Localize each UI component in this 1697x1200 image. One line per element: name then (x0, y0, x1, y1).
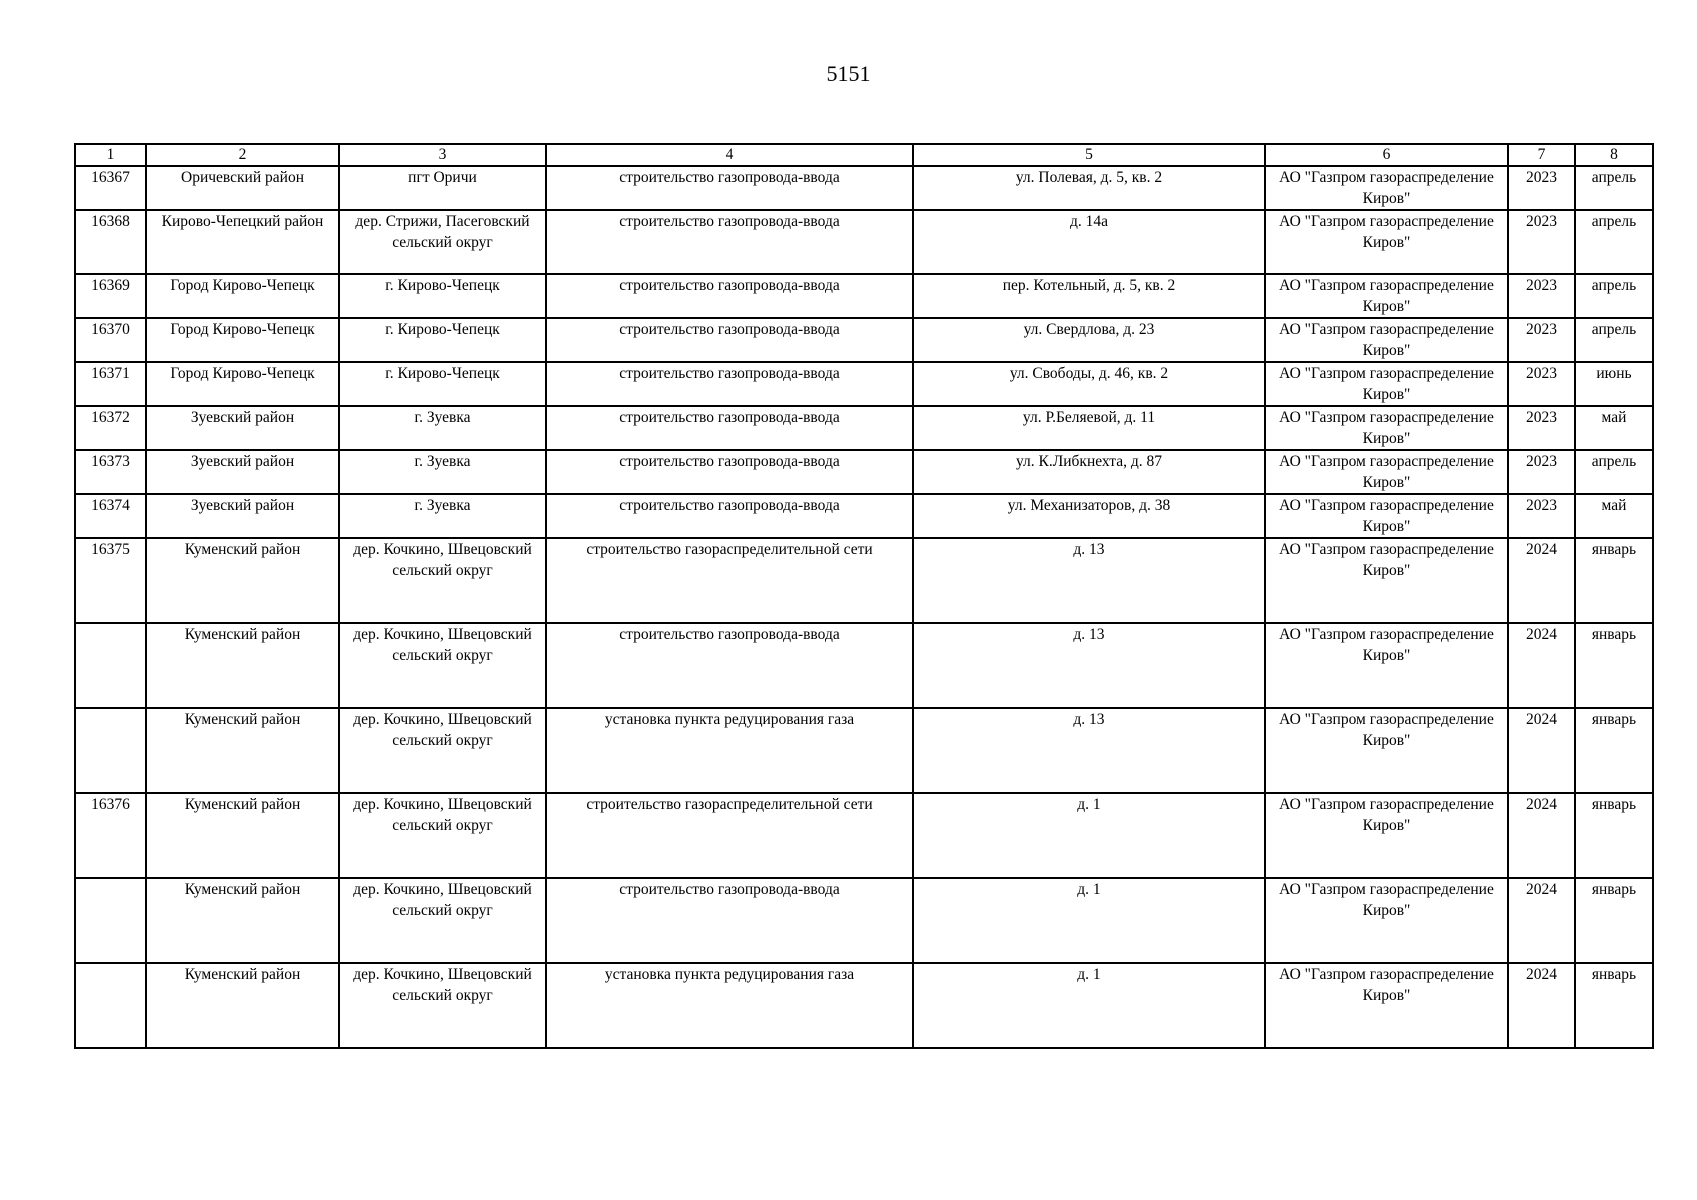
organization: АО "Газпром газораспределение Киров" (1265, 538, 1508, 623)
organization: АО "Газпром газораспределение Киров" (1265, 450, 1508, 494)
settlement: г. Кирово-Чепецк (339, 318, 546, 362)
page-number: 5151 (826, 61, 871, 86)
table-row (75, 878, 1653, 963)
settlement: г. Зуевка (339, 406, 546, 450)
month: январь (1575, 963, 1653, 1048)
settlement: дер. Кочкино, Швецовский сельский округ (339, 963, 546, 1048)
record-number: 16369 (75, 274, 146, 318)
settlement: дер. Кочкино, Швецовский сельский округ (339, 878, 546, 963)
work-type: строительство газопровода-ввода (546, 166, 913, 210)
work-type: установка пункта редуцирования газа (546, 708, 913, 793)
record-number: 16376 (75, 793, 146, 878)
settlement: г. Кирово-Чепецк (339, 274, 546, 318)
settlement: пгт Оричи (339, 166, 546, 210)
settlement: г. Зуевка (339, 450, 546, 494)
work-type: строительство газопровода-ввода (546, 210, 913, 274)
district: Зуевский район (146, 450, 339, 494)
work-type: строительство газопровода-ввода (546, 362, 913, 406)
record-number (75, 963, 146, 1048)
record-number: 16372 (75, 406, 146, 450)
header-row (75, 144, 1653, 166)
work-type: строительство газопровода-ввода (546, 878, 913, 963)
address: д. 14а (913, 210, 1265, 274)
district: Город Кирово-Чепецк (146, 362, 339, 406)
table-row (75, 406, 1653, 450)
work-type: строительство газопровода-ввода (546, 623, 913, 708)
month: январь (1575, 538, 1653, 623)
record-number (75, 878, 146, 963)
month: май (1575, 406, 1653, 450)
year: 2023 (1508, 406, 1575, 450)
column-header: 6 (1265, 144, 1508, 166)
year: 2023 (1508, 166, 1575, 210)
address: д. 13 (913, 538, 1265, 623)
address: д. 13 (913, 708, 1265, 793)
table-row (75, 494, 1653, 538)
month: январь (1575, 708, 1653, 793)
column-header: 7 (1508, 144, 1575, 166)
year: 2024 (1508, 878, 1575, 963)
table-row (75, 318, 1653, 362)
district: Кирово-Чепецкий район (146, 210, 339, 274)
settlement: дер. Кочкино, Швецовский сельский округ (339, 708, 546, 793)
organization: АО "Газпром газораспределение Киров" (1265, 878, 1508, 963)
column-header: 5 (913, 144, 1265, 166)
settlement: г. Зуевка (339, 494, 546, 538)
year: 2023 (1508, 450, 1575, 494)
settlement: г. Кирово-Чепецк (339, 362, 546, 406)
address: ул. Р.Беляевой, д. 11 (913, 406, 1265, 450)
register-table (74, 143, 1654, 1049)
district: Куменский район (146, 878, 339, 963)
settlement: дер. Стрижи, Пасеговский сельский округ (339, 210, 546, 274)
address: пер. Котельный, д. 5, кв. 2 (913, 274, 1265, 318)
record-number: 16374 (75, 494, 146, 538)
table-row (75, 450, 1653, 494)
organization: АО "Газпром газораспределение Киров" (1265, 362, 1508, 406)
address: ул. Механизаторов, д. 38 (913, 494, 1265, 538)
record-number: 16370 (75, 318, 146, 362)
record-number: 16367 (75, 166, 146, 210)
work-type: строительство газопровода-ввода (546, 406, 913, 450)
column-header: 8 (1575, 144, 1653, 166)
organization: АО "Газпром газораспределение Киров" (1265, 210, 1508, 274)
organization: АО "Газпром газораспределение Киров" (1265, 623, 1508, 708)
column-header: 1 (75, 144, 146, 166)
record-number: 16375 (75, 538, 146, 623)
month: апрель (1575, 318, 1653, 362)
work-type: строительство газопровода-ввода (546, 318, 913, 362)
organization: АО "Газпром газораспределение Киров" (1265, 166, 1508, 210)
settlement: дер. Кочкино, Швецовский сельский округ (339, 793, 546, 878)
table-row (75, 623, 1653, 708)
year: 2023 (1508, 274, 1575, 318)
district: Оричевский район (146, 166, 339, 210)
address: д. 1 (913, 793, 1265, 878)
work-type: строительство газопровода-ввода (546, 494, 913, 538)
record-number (75, 708, 146, 793)
district: Куменский район (146, 623, 339, 708)
work-type: строительство газораспределительной сети (546, 538, 913, 623)
month: январь (1575, 878, 1653, 963)
work-type: строительство газопровода-ввода (546, 274, 913, 318)
district: Город Кирово-Чепецк (146, 318, 339, 362)
address: д. 1 (913, 878, 1265, 963)
table-row (75, 166, 1653, 210)
table-row (75, 274, 1653, 318)
organization: АО "Газпром газораспределение Киров" (1265, 318, 1508, 362)
settlement: дер. Кочкино, Швецовский сельский округ (339, 538, 546, 623)
month: май (1575, 494, 1653, 538)
address: д. 1 (913, 963, 1265, 1048)
organization: АО "Газпром газораспределение Киров" (1265, 274, 1508, 318)
record-number (75, 623, 146, 708)
year: 2024 (1508, 963, 1575, 1048)
record-number: 16368 (75, 210, 146, 274)
organization: АО "Газпром газораспределение Киров" (1265, 406, 1508, 450)
address: ул. Полевая, д. 5, кв. 2 (913, 166, 1265, 210)
year: 2024 (1508, 623, 1575, 708)
work-type: строительство газопровода-ввода (546, 450, 913, 494)
month: июнь (1575, 362, 1653, 406)
organization: АО "Газпром газораспределение Киров" (1265, 963, 1508, 1048)
record-number: 16371 (75, 362, 146, 406)
table-row (75, 538, 1653, 623)
month: январь (1575, 793, 1653, 878)
month: апрель (1575, 210, 1653, 274)
table-row (75, 210, 1653, 274)
column-header: 2 (146, 144, 339, 166)
record-number: 16373 (75, 450, 146, 494)
organization: АО "Газпром газораспределение Киров" (1265, 494, 1508, 538)
table-row (75, 708, 1653, 793)
year: 2023 (1508, 210, 1575, 274)
year: 2024 (1508, 793, 1575, 878)
work-type: установка пункта редуцирования газа (546, 963, 913, 1048)
address: ул. К.Либкнехта, д. 87 (913, 450, 1265, 494)
year: 2024 (1508, 708, 1575, 793)
month: апрель (1575, 166, 1653, 210)
work-type: строительство газораспределительной сети (546, 793, 913, 878)
table-row (75, 793, 1653, 878)
year: 2023 (1508, 318, 1575, 362)
table-row (75, 963, 1653, 1048)
year: 2024 (1508, 538, 1575, 623)
year: 2023 (1508, 362, 1575, 406)
column-header: 3 (339, 144, 546, 166)
district: Куменский район (146, 793, 339, 878)
district: Зуевский район (146, 406, 339, 450)
district: Куменский район (146, 708, 339, 793)
organization: АО "Газпром газораспределение Киров" (1265, 708, 1508, 793)
district: Зуевский район (146, 494, 339, 538)
organization: АО "Газпром газораспределение Киров" (1265, 793, 1508, 878)
address: д. 13 (913, 623, 1265, 708)
address: ул. Свердлова, д. 23 (913, 318, 1265, 362)
column-header: 4 (546, 144, 913, 166)
month: апрель (1575, 274, 1653, 318)
month: апрель (1575, 450, 1653, 494)
year: 2023 (1508, 494, 1575, 538)
district: Город Кирово-Чепецк (146, 274, 339, 318)
settlement: дер. Кочкино, Швецовский сельский округ (339, 623, 546, 708)
address: ул. Свободы, д. 46, кв. 2 (913, 362, 1265, 406)
district: Куменский район (146, 538, 339, 623)
table-row (75, 362, 1653, 406)
month: январь (1575, 623, 1653, 708)
district: Куменский район (146, 963, 339, 1048)
